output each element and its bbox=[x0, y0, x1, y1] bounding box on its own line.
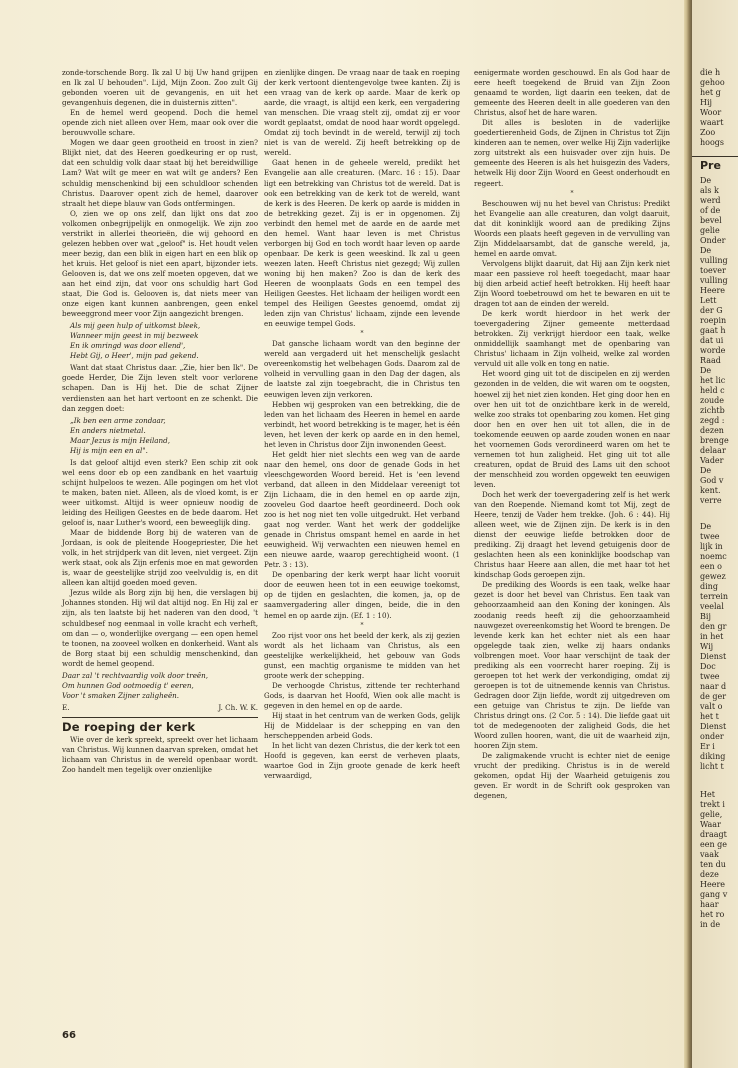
paragraph: Doch het werk der toevergadering zelf is het werk van den Roepende. Niemand komt tot Mij, zegt de Heere, tenzij de Vader hem trekke. (Joh. 6 : 44). Hij alleen weet, wie de Zijnen zijn. De kerk is in den dienst der eeuwige liefde betrokken door de prediking. Zij draagt het levend getuigenis door de geslachten heen als een koninklijke boodschap van Christus haar Heere aan allen, die met haar tot het kindschap Gods geroepen zijn. bbox=[474, 489, 670, 580]
adjacent-page-line: De bbox=[700, 466, 712, 475]
adjacent-page-lines-bottom bbox=[692, 790, 738, 930]
adjacent-page-lines-top bbox=[692, 68, 738, 148]
adjacent-page-line: trekt i bbox=[700, 800, 725, 809]
adjacent-page-line: De bbox=[700, 366, 712, 375]
adjacent-page-line: Zoo bbox=[700, 128, 716, 137]
adjacent-page-line: der G bbox=[700, 306, 723, 315]
adjacent-page-line: Heere bbox=[700, 286, 726, 295]
adjacent-page-line: Dienst bbox=[700, 652, 727, 661]
adjacent-page-line: den gr bbox=[700, 622, 727, 631]
paragraph: Wie over de kerk spreekt, spreekt over het lichaam van Christus. Wij kunnen daarvan spreken, omdat het lichaam van Christus in de wereld openbaar wordt. Zoo handelt men tegelijk over onzienlijke bbox=[62, 735, 258, 775]
adjacent-page-line: Wij bbox=[700, 642, 714, 651]
adjacent-page-line: onder bbox=[700, 732, 724, 741]
adjacent-page-line: Dienst bbox=[700, 722, 727, 731]
adjacent-page-line: Doc bbox=[700, 662, 716, 671]
adjacent-page-line: diking bbox=[700, 752, 726, 761]
adjacent-page-line: deze bbox=[700, 870, 719, 879]
adjacent-page-line: in de bbox=[700, 920, 721, 929]
adjacent-page-line: hoogs bbox=[700, 138, 725, 147]
adjacent-page-line: haar bbox=[700, 900, 719, 909]
section-star: * bbox=[360, 621, 364, 629]
adjacent-page-line: noemc bbox=[700, 552, 727, 561]
adjacent-page-line: worde bbox=[700, 346, 726, 355]
hymn-verse: „Ik ben een arme zondaar, En anders nietmetal. Maar Jezus is mijn Heiland, Hij is mijn een en al". bbox=[70, 415, 170, 455]
paragraph: De verhoogde Christus, zittende ter rechterhand Gods, is daarvan het Hoofd, Wien ook alle macht is gegeven in den hemel en op de aarde. bbox=[264, 680, 460, 710]
paragraph: Jezus wilde als Borg zijn bij hen, die verslagen bij Johannes stonden. Hij wil dat altijd nog. En Hij zal er zijn, als ten laatste bij het naderen van den dood, 't schuldbesef nog eenmaal in volle kracht ech verheft, om dan — o, wonderlijke overgang — een open hemel te toonen, na zooveel wolken en donkerheid. Want als de Borg staat bij een schuldig menschenkind, dan wordt de hemel geopend. bbox=[62, 588, 258, 668]
adjacent-page-line: gaat h bbox=[700, 326, 726, 335]
adjacent-page-line: roepin bbox=[700, 316, 727, 325]
adjacent-page-line: in het bbox=[700, 632, 724, 641]
adjacent-page-line: gehoo bbox=[700, 78, 725, 87]
adjacent-page-line: delaar bbox=[700, 446, 726, 455]
adjacent-page-line: gelie bbox=[700, 226, 720, 235]
adjacent-page-line: Lett bbox=[700, 296, 717, 305]
paragraph: Beschouwen wij nu het bevel van Christus: Predikt het Evangelie aan alle creaturen, dan volgt daaruit, dat dit koninklijk woord aan de prediking Zijns Woords een plaats heeft gegeven in de vervulling van Zijn Middelaarsambt, dat de gansche wereld, ja, hemel en aarde omvat. bbox=[474, 198, 670, 258]
adjacent-page-line: draagt bbox=[700, 830, 727, 839]
paragraph: In het licht van dezen Christus, die der kerk tot een Hoofd is gegeven, kan eerst de verheven plaats, waartoe God in Zijn groote genade de kerk heeft verwaardigd, bbox=[264, 741, 460, 781]
paragraph: Hij staat in het centrum van de werken Gods, gelijk Hij de Middelaar is der schepping en van den herscheppenden arbeid Gods. bbox=[264, 711, 460, 741]
adjacent-page-line: dat ui bbox=[700, 336, 724, 345]
author-signoff bbox=[62, 703, 258, 713]
paragraph: Dit alles is besloten in de vaderlijke goedertierenheid Gods, de Zijnen in Christus tot Zijn kinderen aan te nemen, over welke Hij Zijn vaderlijke zorg uitstrekt als een huisvader over zijn huis. De gemeente des Heeren is als het huisgezin des Vaders, hetwelk Hij door Zijn Woord en Geest onderhoudt en regeert. bbox=[474, 118, 670, 188]
adjacent-page-lines-mid bbox=[692, 176, 738, 506]
psalm-verse: Als mij geen hulp of uitkomst bleek, Wanneer mijn geest in mij bezweek En ik omringd was door ellend', Hebt Gij, o Heer', mijn pad gekend. bbox=[70, 321, 201, 361]
adjacent-page-line: waart bbox=[700, 118, 724, 127]
adjacent-page-line: Raad bbox=[700, 356, 721, 365]
adjacent-page-line: of de bbox=[700, 206, 721, 215]
paragraph: O, zien we op ons zelf, dan lijkt ons dat zoo volkomen onbegrijpelijk en onmogelijk. We zijn zoo verstrikt in allerlei theorieën, die wij gehoord en gelezen hebben over wat „geloof" is. Het houdt velen meer bezig, dan een blik in eigen hart en een blik op het kruis. Het geloof is niet een apart, bijzonder iets. Gelooven is, dat we ons zelf moeten opgeven, dat we aan het eind zijn, dat voor ons schuldig hart God staat, Die God is. Gelooven is, dat niets meer van onze eigen kant kunnen aanbrengen, geen enkel beweeggrond meer voor Zijn aangezicht brengen. bbox=[62, 208, 258, 319]
paragraph: en zienlijke dingen. De vraag naar de taak en roeping der kerk vertoont dientengevolge twee kanten. Zij is een vraag van de kerk op aarde. Maar de kerk op aarde, die vraagt, is altijd een kerk, een vergadering van menschen. Die vraag stelt zij, omdat zij er voor wordt geplaatst, omdat de nood haar wordt opgelegd. Omdat zij toch bevindt in de wereld, terwijl zij toch niet is van de wereld. Zij heeft betrekking op de wereld. bbox=[264, 68, 460, 158]
paragraph: De prediking des Woords is een taak, welke haar gezet is door het bevel van Christus. Een taak van gehoorzaamheid aan den Koning der koningen. Als zoodanig reeds heeft zij die gehoorzaamheid nauwgezet overeenkomstig het Woord te brengen. De levende kerk kan het echter niet als een haar opgelegde taak zien, welke zij haars ondanks volbrengen moet. Voor haar verschijnt de taak der prediking als een voorrecht harer roeping. Zij is geroepen tot het werk der verkondiging, omdat zij geroepen is tot de uitnemende kennis van Christus. Gedragen door Zijn liefde, wordt zij uitgedreven om een getuige van Christus te zijn. De liefde van Christus dringt ons. (2 Cor. 5 : 14). Die liefde gaat uit tot de medegenooten der zaligheid Gods, die het Woord zullen hooren, want, die uit de waarheid zijn, hooren Zijn stem. bbox=[474, 580, 670, 751]
paragraph: De kerk wordt hierdoor in het werk der toevergadering Zijner gemeente metterdaad betrokken. Zij verkrijgt hierdoor een taak, welke onmiddellijk saamhangt met de openbaring van Christus' lichaam in Zijn volheid, welke zal worden vervuld uit alle volk en tong en natie. bbox=[474, 309, 670, 369]
adjacent-page-line: bevel bbox=[700, 216, 722, 225]
adjacent-page-line: ding bbox=[700, 582, 718, 591]
adjacent-page-line: vaak bbox=[700, 850, 719, 859]
adjacent-page-line: als k bbox=[700, 186, 719, 195]
article-heading: De roeping der kerk bbox=[62, 719, 196, 734]
column-right bbox=[474, 68, 670, 801]
adjacent-page-line: verre bbox=[700, 496, 722, 505]
adjacent-page-line: Bij bbox=[700, 612, 711, 621]
paragraph: Het geldt hier niet slechts een weg van de aarde naar den hemel, ons door de genade Gods in het vleeschgeworden Woord bereid. Het is 'een levend verband, dat alleen in den Middelaar vereenigt tot Zijn Lichaam, die in den hemel en op aarde zijn, zooveleu God daartoe heeft geordineerd. Doch ook zoo is het nog niet ten volle uitgedrukt. Het verband gaat nog verder. Want het werk der goddelijke genade in Christus omspant hemel en aarde in het eeuwigheid. Wij verwachten een nieuwen hemel en een nieuwe aarde, waarop gerechtigheid woont. (1 Petr. 3 : 13). bbox=[264, 449, 460, 570]
adjacent-page-line: De bbox=[700, 246, 712, 255]
adjacent-page-line: De bbox=[700, 176, 712, 185]
adjacent-page-line: vulling bbox=[700, 256, 728, 265]
paragraph: Vervolgens blijkt daaruit, dat Hij aan Zijn kerk niet maar een passieve rol heeft toegedacht, maar haar bij dien arbeid actief heeft betrokken. Hij heeft haar Zijn Woord toebetrouwd om het te bewaren en uit te dragen tot aan de einden der wereld. bbox=[474, 258, 670, 309]
closing-verse: Daar zal 't rechtvaardig volk door treên, Om hunnen God ootmoedig t' eeren, Voor 't smaken Zijner zaligheên. bbox=[62, 670, 209, 700]
signoff-initial: E. bbox=[62, 702, 70, 712]
adjacent-page-line: het t bbox=[700, 712, 719, 721]
adjacent-page-line: twee bbox=[700, 672, 720, 681]
adjacent-page-line: Vader bbox=[700, 456, 724, 465]
adjacent-page-heading: Pre bbox=[692, 156, 738, 172]
column-middle bbox=[264, 68, 460, 781]
adjacent-page-line: Er i bbox=[700, 742, 715, 751]
adjacent-page-line: Heere bbox=[700, 880, 726, 889]
adjacent-page-line: terrein bbox=[700, 592, 729, 601]
column-left bbox=[62, 68, 258, 775]
adjacent-page-line: die h bbox=[700, 68, 721, 77]
adjacent-page-line: ten du bbox=[700, 860, 726, 869]
section-star: * bbox=[570, 189, 574, 197]
adjacent-page-line: dezen bbox=[700, 426, 724, 435]
page-number: 66 bbox=[62, 1030, 76, 1041]
paragraph: zonde-torschende Borg. Ik zal U bij Uw hand grijpen en Ik zal U behouden". Lijd, Mijn Zoon. Zoo zult Gij gebonden voeren uit de gevangenis, en uit het gevangenhuis degenen, die in duisternis zitten". bbox=[62, 68, 258, 108]
adjacent-page-line: Woor bbox=[700, 108, 722, 117]
paragraph: Maar de biddende Borg bij de wateren van de Jordaan, is ook de pleitende Hoogepriester, Die het volk, in het strijdperk van dit leven, niet vergeet. Zijn werk staat, ook als Zijn erfenis moe en mat geworden is, waar de geestelijke strijd zoo veelvuldig is, en dit alleen kan altijd goeden moed geven. bbox=[62, 528, 258, 588]
paragraph: De zaligmakende vrucht is echter niet de eenige vrucht der prediking. Christus is in de wereld gekomen, opdat Hij der Waarheid getuigenis zou geven. Er wordt in de Schrift ook gesproken van degenen, bbox=[474, 751, 670, 801]
paragraph: Het woord ging uit tot de discipelen en zij werden gezonden in de velden, die wit waren om te oogsten, hoewel zij het niet zien konden. Het ging door hen en over hen uit tot de onzichtbare kerk in de wereld, welke zoo straks tot openbaring zou komen. Het ging door hen en over hen uit tot allen, die in de toekomende eeuwen op aarde zouden wonen en naar het voornemen Gods verordineerd waren om het te vernemen tot hun zaligheid. Het ging uit tot alle creaturen, opdat de Bruid des Lams uit den schoot der menschheid zou worden opgewekt ten eeuwigen leven. bbox=[474, 369, 670, 489]
adjacent-page-line: Hij bbox=[700, 98, 713, 107]
author-name: J. Ch. W. K. bbox=[218, 702, 258, 712]
paragraph: eenigermate worden geschouwd. En als God haar de eere heeft toegekend de Bruid van Zijn Zoon genaamd te worden, ligt daarin een teeken, dat de gemeente des Heeren deelt in alle goederen van den Christus, alsof het de hare waren. bbox=[474, 68, 670, 118]
paragraph: Gaat henen in de geheele wereld, predikt het Evangelie aan alle creaturen. (Marc. 16 : 15). Daar ligt een betrekking van Christus tot de wereld. Dat is ook een betrekking van de kerk tot de wereld, want de kerk is des Heeren. De kerk op aarde is midden in de betrekking gezet. Zij is er in opgenomen. Zij verbindt den hemel met de aarde en de aarde met den hemel. Want haar leven is met Christus verborgen bij God en toch wordt haar leven op aarde openbaar. De kerk is geen weeskind. Ik zal u geen weezen laten. Heeft Christus niet gezegd; Wij zullen woning bij hen maken? Zoo is dan de kerk des Heeren de woonplaats Gods en een tempel des Heiligen Geestes. Het lichaam der heiligen wordt een tempel des Heiligen Geestes genoemd, omdat zij leden zijn van Christus' lichaam, zijnde een levende en eeuwige tempel Gods. bbox=[264, 158, 460, 329]
adjacent-page-line: de ger bbox=[700, 692, 727, 701]
adjacent-page-line: gelie, bbox=[700, 810, 723, 819]
adjacent-page-edge bbox=[692, 0, 738, 1068]
paragraph: Is dat geloof altijd even sterk? Een schip zit ook wel eens door eb op een zandbank en het vaartuig schijnt hulpeloos te wezen. Alle pogingen om het vlot te maken, baten niet. Alleen, als de vloed komt, is er weer uitkomst. Altijd is weer opnieuw noodig de leiding des Heiligen Geestes en de bede daarom. Het geloof is, naar Luther's woord, een beweeglijk ding. bbox=[62, 457, 258, 528]
paragraph: Zoo rijst voor ons het beeld der kerk, als zij gezien wordt als het lichaam van Christus, als een geestelijke werkelijkheid, het gebouw van Gods gunst, een machtig organisme te midden van het groote werk der schepping. bbox=[264, 630, 460, 680]
adjacent-page-line: werd bbox=[700, 196, 721, 205]
adjacent-page-line: De bbox=[700, 522, 712, 531]
adjacent-page-line: gang v bbox=[700, 890, 728, 899]
book-spine bbox=[684, 0, 692, 1068]
adjacent-page-line: het ro bbox=[700, 910, 725, 919]
adjacent-page-line: een o bbox=[700, 562, 722, 571]
adjacent-page-line: lijk in bbox=[700, 542, 723, 551]
adjacent-page-line: naar d bbox=[700, 682, 727, 691]
adjacent-page-line: vulling bbox=[700, 276, 728, 285]
adjacent-page-line: veelal bbox=[700, 602, 724, 611]
section-star: * bbox=[360, 330, 364, 338]
adjacent-page-line: God v bbox=[700, 476, 724, 485]
paragraph: Want dat staat Christus daar. „Zie, hier ben Ik". De goede Herder, Die Zijn leven stelt voor verlorene schapen. Dan is Hij het. Die de schat Zijner verdiensten aan het hart vertoont en ze schenkt. Die dan zeggen doet: bbox=[62, 363, 258, 413]
adjacent-page-line: zegd : bbox=[700, 416, 725, 425]
paragraph: Hebben wij gesproken van een betrekking, die de leden van het lichaam des Heeren in hemel en aarde verbindt, het woord betrekking is te mager, het is één leven, het leven der kerk op aarde en in den hemel, het leven in Christus door Zijn inwonenden Geest. bbox=[264, 399, 460, 449]
adjacent-page-line: gewez bbox=[700, 572, 726, 581]
adjacent-page-lines-low bbox=[692, 522, 738, 772]
adjacent-page-line: een ge bbox=[700, 840, 728, 849]
adjacent-page-line: het lic bbox=[700, 376, 726, 385]
paragraph: De openbaring der kerk werpt haar licht vooruit door de eeuwen heen tot in een eeuwige toekomst, op de tijden en geslachten, die komen, ja, op de saamvergadering aller dingen, beide, die in den hemel en op aarde zijn. (Ef. 1 : 10). bbox=[264, 570, 460, 620]
adjacent-page-line: zichtb bbox=[700, 406, 725, 415]
adjacent-page-line: twee bbox=[700, 532, 720, 541]
adjacent-page-line: held c bbox=[700, 386, 725, 395]
adjacent-page-line: zoude bbox=[700, 396, 725, 405]
article-divider bbox=[62, 717, 258, 718]
adjacent-page-line: kent. bbox=[700, 486, 721, 495]
adjacent-page-line: licht t bbox=[700, 762, 724, 771]
adjacent-page-line: brenge bbox=[700, 436, 729, 445]
adjacent-page-line: toever bbox=[700, 266, 726, 275]
adjacent-page-line: het g bbox=[700, 88, 721, 97]
paragraph: Mogen we daar geen grootheid en troost in zien? Blijkt niet, dat des Heeren goedkeuring er op rust, dat een schuldig volk daar staat bij het bereidwillige Lam? Wat wilt ge meer en wat wilt ge anders? Een schuldig menschenkind bij een schuldloor schenden Christus. Daarover opent zich de hemel, daarover straalt het diepe blauw van Gods ontfermingen. bbox=[62, 138, 258, 208]
adjacent-page-line: Waar bbox=[700, 820, 721, 829]
adjacent-page-line: Onder bbox=[700, 236, 726, 245]
paragraph: En de hemel werd geopend. Doch die hemel opende zich niet alleen over Hem, maar ook over die berouwvolle schare. bbox=[62, 108, 258, 138]
adjacent-page-line: Het bbox=[700, 790, 715, 799]
adjacent-page-line: valt o bbox=[700, 702, 723, 711]
paragraph: Dat gansche lichaam wordt van den beginne der wereld aan vergaderd uit het menschelijk geslacht overeenkomstig het welbehagen Gods. Daarom zal de volheid in vervulling gaan in den Dag der dagen, als de laatste zal zijn toegebracht, die in Christus ten eeuwigen leven zijn verkoren. bbox=[264, 339, 460, 399]
